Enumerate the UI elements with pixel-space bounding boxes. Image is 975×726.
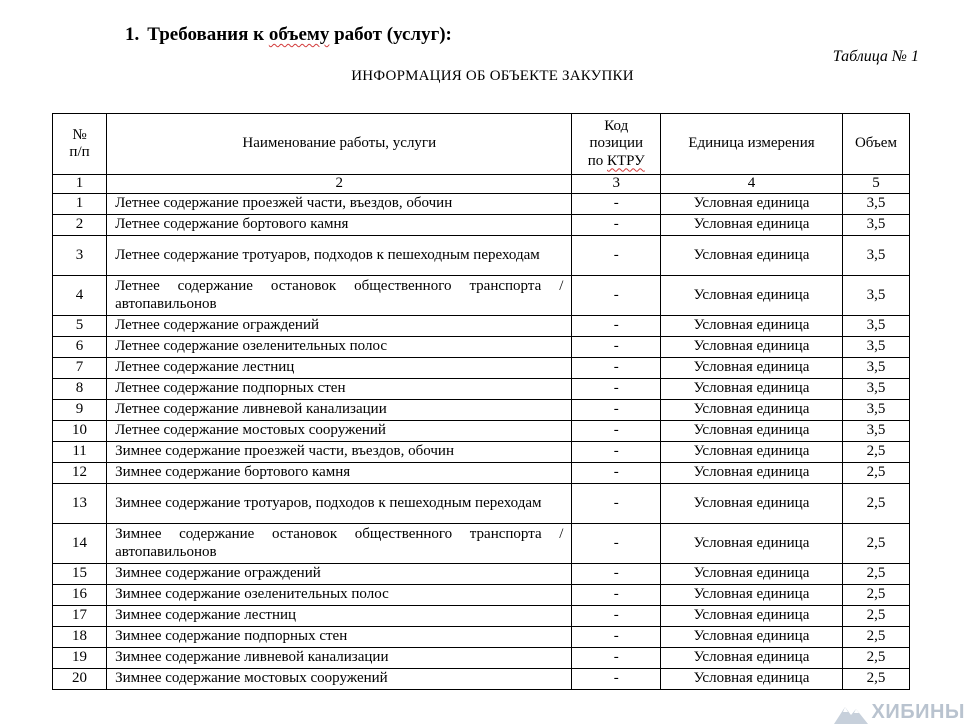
row-unit: Условная единица	[661, 316, 843, 337]
row-code: -	[572, 215, 661, 236]
table-row	[53, 648, 910, 669]
row-name: Летнее содержание бортового камня	[107, 215, 572, 236]
row-name: Летнее содержание озеленительных полос	[107, 337, 572, 358]
row-code: -	[572, 606, 661, 627]
table-header-row	[53, 114, 910, 175]
header-number-symbol: №	[72, 126, 87, 143]
row-number: 6	[53, 337, 107, 358]
row-number: 4	[53, 276, 107, 316]
procurement-table	[52, 113, 910, 690]
row-volume: 2,5	[842, 585, 909, 606]
table-row	[53, 484, 910, 524]
watermark-text: ХИБИНЫ	[871, 701, 965, 723]
row-volume: 3,5	[842, 215, 909, 236]
row-code: -	[572, 484, 661, 524]
column-number: 1	[53, 175, 107, 194]
table-row	[53, 400, 910, 421]
row-code: -	[572, 421, 661, 442]
row-number: 8	[53, 379, 107, 400]
row-unit: Условная единица	[661, 606, 843, 627]
row-unit: Условная единица	[661, 421, 843, 442]
row-code: -	[572, 524, 661, 564]
section-title-underlined-word: объему	[268, 24, 330, 45]
row-unit: Условная единица	[661, 442, 843, 463]
row-number: 11	[53, 442, 107, 463]
row-number: 1	[53, 194, 107, 215]
table-row	[53, 379, 910, 400]
header-code-line2: позиции	[589, 135, 644, 152]
table-title: ИНФОРМАЦИЯ ОБ ОБЪЕКТЕ ЗАКУПКИ	[351, 68, 634, 84]
row-name: Летнее содержание ливневой канализации	[107, 400, 572, 421]
table-row	[53, 585, 910, 606]
header-code-line1: Код	[604, 118, 629, 135]
table-row	[53, 442, 910, 463]
row-code: -	[572, 627, 661, 648]
row-unit: Условная единица	[661, 358, 843, 379]
row-code: -	[572, 236, 661, 276]
row-code: -	[572, 585, 661, 606]
row-name: Зимнее содержание остановок общественного транспорта / автопавильонов	[107, 524, 572, 564]
column-number: 5	[842, 175, 909, 194]
row-code: -	[572, 379, 661, 400]
row-code: -	[572, 442, 661, 463]
row-name: Летнее содержание лестниц	[107, 358, 572, 379]
row-number: 9	[53, 400, 107, 421]
table-body	[53, 194, 910, 690]
header-code-ktru: КТРУ	[606, 152, 645, 169]
table-row	[53, 194, 910, 215]
header-volume: Объем	[842, 114, 909, 175]
table-row	[53, 669, 910, 690]
row-volume: 3,5	[842, 194, 909, 215]
row-unit: Условная единица	[661, 524, 843, 564]
row-code: -	[572, 400, 661, 421]
row-code: -	[572, 669, 661, 690]
row-unit: Условная единица	[661, 585, 843, 606]
row-name: Зимнее содержание бортового камня	[107, 463, 572, 484]
row-unit: Условная единица	[661, 215, 843, 236]
table-row	[53, 606, 910, 627]
row-volume: 2,5	[842, 442, 909, 463]
row-volume: 3,5	[842, 358, 909, 379]
row-code: -	[572, 337, 661, 358]
row-number: 20	[53, 669, 107, 690]
row-name: Зимнее содержание ливневой канализации	[107, 648, 572, 669]
row-code: -	[572, 564, 661, 585]
row-number: 3	[53, 236, 107, 276]
header-number	[53, 114, 107, 175]
section-title-part2: работ (услуг):	[329, 24, 452, 45]
row-number: 10	[53, 421, 107, 442]
row-code: -	[572, 463, 661, 484]
row-volume: 3,5	[842, 316, 909, 337]
row-name: Зимнее содержание озеленительных полос	[107, 585, 572, 606]
row-unit: Условная единица	[661, 337, 843, 358]
row-volume: 2,5	[842, 669, 909, 690]
row-number: 16	[53, 585, 107, 606]
table-row	[53, 337, 910, 358]
section-heading	[125, 24, 452, 46]
row-unit: Условная единица	[661, 564, 843, 585]
row-unit: Условная единица	[661, 463, 843, 484]
table-row	[53, 421, 910, 442]
column-number-row	[53, 175, 910, 194]
row-name: Зимнее содержание мостовых сооружений	[107, 669, 572, 690]
row-number: 17	[53, 606, 107, 627]
table-row	[53, 524, 910, 564]
row-number: 13	[53, 484, 107, 524]
row-volume: 3,5	[842, 379, 909, 400]
row-unit: Условная единица	[661, 276, 843, 316]
table-row	[53, 358, 910, 379]
row-name: Зимнее содержание тротуаров, подходов к пешеходным переходам	[107, 484, 572, 524]
row-volume: 2,5	[842, 648, 909, 669]
section-number: 1.	[125, 24, 140, 45]
row-volume: 2,5	[842, 606, 909, 627]
row-number: 19	[53, 648, 107, 669]
header-code-line3-prefix: по	[587, 152, 607, 169]
header-code	[572, 114, 661, 175]
row-number: 12	[53, 463, 107, 484]
row-volume: 2,5	[842, 484, 909, 524]
row-volume: 3,5	[842, 400, 909, 421]
row-code: -	[572, 648, 661, 669]
row-name: Летнее содержание проезжей части, въездов, обочин	[107, 194, 572, 215]
row-number: 15	[53, 564, 107, 585]
row-unit: Условная единица	[661, 669, 843, 690]
header-name: Наименование работы, услуги	[107, 114, 572, 175]
table-number-label: Таблица № 1	[832, 48, 919, 65]
row-code: -	[572, 194, 661, 215]
row-name: Зимнее содержание лестниц	[107, 606, 572, 627]
row-unit: Условная единица	[661, 648, 843, 669]
row-number: 5	[53, 316, 107, 337]
row-unit: Условная единица	[661, 236, 843, 276]
row-code: -	[572, 316, 661, 337]
watermark	[834, 701, 966, 724]
row-name: Зимнее содержание ограждений	[107, 564, 572, 585]
row-unit: Условная единица	[661, 379, 843, 400]
row-volume: 2,5	[842, 524, 909, 564]
row-volume: 3,5	[842, 421, 909, 442]
mountain-logo-icon	[834, 702, 868, 724]
row-volume: 3,5	[842, 236, 909, 276]
row-name: Летнее содержание тротуаров, подходов к пешеходным переходам	[107, 236, 572, 276]
row-volume: 3,5	[842, 337, 909, 358]
table-row	[53, 463, 910, 484]
row-number: 14	[53, 524, 107, 564]
row-volume: 2,5	[842, 627, 909, 648]
row-unit: Условная единица	[661, 484, 843, 524]
row-unit: Условная единица	[661, 400, 843, 421]
row-name: Летнее содержание ограждений	[107, 316, 572, 337]
row-code: -	[572, 276, 661, 316]
row-unit: Условная единица	[661, 627, 843, 648]
table-row	[53, 215, 910, 236]
row-name: Зимнее содержание подпорных стен	[107, 627, 572, 648]
table-row	[53, 564, 910, 585]
row-name: Летнее содержание подпорных стен	[107, 379, 572, 400]
row-code: -	[572, 358, 661, 379]
row-name: Летнее содержание мостовых сооружений	[107, 421, 572, 442]
row-name: Зимнее содержание проезжей части, въездов, обочин	[107, 442, 572, 463]
column-number: 4	[661, 175, 843, 194]
header-number-abbr: п/п	[69, 144, 90, 160]
table-row	[53, 276, 910, 316]
row-unit: Условная единица	[661, 194, 843, 215]
row-number: 2	[53, 215, 107, 236]
table-row	[53, 316, 910, 337]
row-number: 7	[53, 358, 107, 379]
row-volume: 2,5	[842, 463, 909, 484]
table-row	[53, 627, 910, 648]
column-number: 2	[107, 175, 572, 194]
row-volume: 3,5	[842, 276, 909, 316]
row-number: 18	[53, 627, 107, 648]
section-title-part1: Требования к	[147, 24, 269, 45]
column-number: 3	[572, 175, 661, 194]
row-name: Летнее содержание остановок общественного транспорта / автопавильонов	[107, 276, 572, 316]
header-unit: Единица измерения	[661, 114, 843, 175]
table-row	[53, 236, 910, 276]
row-volume: 2,5	[842, 564, 909, 585]
